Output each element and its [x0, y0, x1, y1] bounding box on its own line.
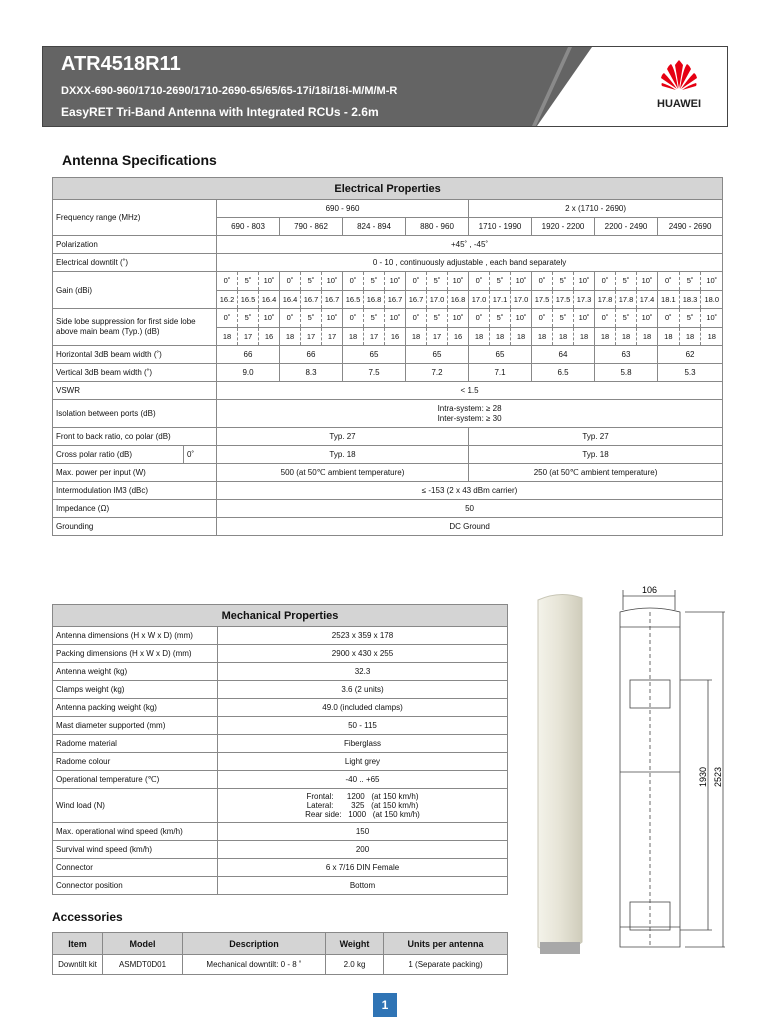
- hbw-label: Horizontal 3dB beam width (˚): [53, 346, 217, 364]
- pwr-low: 500 (at 50℃ ambient temperature): [217, 464, 469, 482]
- gain-value: 18.0: [704, 294, 720, 304]
- vbw-band-4: 7.2: [406, 364, 469, 382]
- gain-band-1: [217, 272, 280, 309]
- tilt-angle: 10˚: [515, 313, 527, 322]
- sls-value: 17: [364, 328, 385, 346]
- tilt-angle: 10˚: [641, 276, 653, 285]
- mech-row: [53, 823, 508, 841]
- hbw-band-7: 63: [595, 346, 658, 364]
- gain-value: 17.0: [513, 294, 529, 304]
- dim-width-label: 106: [642, 585, 658, 595]
- mech-label: Clamps weight (kg): [53, 681, 218, 699]
- sls-band-3: [343, 309, 406, 346]
- acc-header-4: Weight: [326, 933, 384, 955]
- sls-value: 17: [238, 328, 259, 346]
- fb-low: Typ. 27: [217, 428, 469, 446]
- tilt-angle: 10˚: [515, 276, 527, 285]
- gain-value: 17.3: [576, 294, 592, 304]
- sls-value: 18: [658, 328, 680, 346]
- dim-height-label: 2523: [713, 766, 723, 787]
- mech-value: 49.0 (included clamps): [218, 699, 508, 717]
- gain-value: 17.5: [532, 291, 553, 309]
- sls-value: 18: [553, 328, 574, 346]
- acc-cell-2: ASMDT0D01: [103, 955, 183, 975]
- sls-value: 18: [532, 328, 553, 346]
- mech-row: [53, 681, 508, 699]
- gain-value: 16.4: [280, 291, 301, 309]
- mech-value: -40 .. +65: [218, 771, 508, 789]
- hbw-band-6: 64: [532, 346, 595, 364]
- sls-band-8: [658, 309, 723, 346]
- tilt-angle: 5˚: [680, 309, 702, 327]
- tilt-angle: 10˚: [706, 313, 718, 322]
- tilt-angle: 0˚: [343, 309, 364, 327]
- mech-label: Connector position: [53, 877, 218, 895]
- tilt-angle: 5˚: [238, 272, 259, 290]
- gain-value: 17.1: [490, 291, 511, 309]
- tilt-angle: 5˚: [616, 272, 637, 290]
- sls-value: 18: [217, 328, 238, 346]
- mech-value: 3.6 (2 units): [218, 681, 508, 699]
- vbw-band-2: 8.3: [280, 364, 343, 382]
- dim-mount-label: 1930: [698, 766, 708, 787]
- band-1: 690 - 803: [217, 218, 280, 236]
- mech-label: Connector: [53, 859, 218, 877]
- tilt-angle: 10˚: [326, 313, 338, 322]
- tilt-angle: 10˚: [389, 313, 401, 322]
- mech-row: [53, 735, 508, 753]
- sls-value: 18: [642, 331, 652, 341]
- gain-value: 18.3: [680, 291, 702, 309]
- tilt-angle: 5˚: [490, 309, 511, 327]
- tilt-angle: 10˚: [326, 276, 338, 285]
- gain-value: 16.7: [301, 291, 322, 309]
- gain-band-5: [469, 272, 532, 309]
- mech-value: 2523 x 359 x 178: [218, 627, 508, 645]
- im-label: Intermodulation IM3 (dBc): [53, 482, 217, 500]
- sls-value: 16: [264, 331, 274, 341]
- imp-label: Impedance (Ω): [53, 500, 217, 518]
- mech-label: Antenna packing weight (kg): [53, 699, 218, 717]
- mech-row: [53, 645, 508, 663]
- im-value: ≤ -153 (2 x 43 dBm carrier): [217, 482, 723, 500]
- pwr-label: Max. power per input (W): [53, 464, 217, 482]
- mech-row: [53, 663, 508, 681]
- gain-value: 18.1: [658, 291, 680, 309]
- tilt-angle: 0˚: [658, 309, 680, 327]
- freq-group-low: 690 - 960: [217, 200, 469, 218]
- wind-label: Wind load (N): [53, 789, 218, 823]
- tilt-angle: 0˚: [217, 309, 238, 327]
- hbw-band-8: 62: [658, 346, 723, 364]
- band-6: 1920 - 2200: [532, 218, 595, 236]
- acc-cell-1: Downtilt kit: [53, 955, 103, 975]
- tilt-angle: 5˚: [427, 309, 448, 327]
- tilt-angle: 5˚: [490, 272, 511, 290]
- mech-row: [53, 841, 508, 859]
- freq-group-high: 2 x (1710 - 2690): [469, 200, 723, 218]
- accessories-title: Accessories: [52, 910, 123, 924]
- sls-band-1: [217, 309, 280, 346]
- gain-value: 16.8: [450, 294, 466, 304]
- iso-value: [217, 400, 723, 428]
- sls-value: 18: [406, 328, 427, 346]
- mech-value: 50 - 115: [218, 717, 508, 735]
- tilt-angle: 0˚: [280, 309, 301, 327]
- mech-value: 2900 x 430 x 255: [218, 645, 508, 663]
- acc-header-3: Description: [183, 933, 326, 955]
- sls-band-4: [406, 309, 469, 346]
- band-2: 790 - 862: [280, 218, 343, 236]
- sls-value: 17: [427, 328, 448, 346]
- tilt-angle: 5˚: [238, 309, 259, 327]
- hbw-band-3: 65: [343, 346, 406, 364]
- tilt-angle: 5˚: [616, 309, 637, 327]
- acc-cell-3: Mechanical downtilt: 0 - 8 ˚: [183, 955, 326, 975]
- acc-header-5: Units per antenna: [384, 933, 508, 955]
- hbw-band-2: 66: [280, 346, 343, 364]
- pol-label: Polarization: [53, 236, 217, 254]
- sls-value: 17: [301, 328, 322, 346]
- wind-lateral: Lateral: 325 (at 150 km/h): [306, 800, 419, 810]
- band-8: 2490 - 2690: [658, 218, 723, 236]
- xp-high: Typ. 18: [469, 446, 723, 464]
- header-banner: [42, 46, 728, 127]
- mech-label: Antenna weight (kg): [53, 663, 218, 681]
- band-7: 2200 - 2490: [595, 218, 658, 236]
- tilt-angle: 10˚: [578, 276, 590, 285]
- tilt-angle: 0˚: [343, 272, 364, 290]
- pwr-high: 250 (at 50℃ ambient temperature): [469, 464, 723, 482]
- mech-label: Max. operational wind speed (km/h): [53, 823, 218, 841]
- freq-label: Frequency range (MHz): [53, 200, 217, 236]
- sls-value: 18: [516, 331, 526, 341]
- sls-value: 18: [469, 328, 490, 346]
- electrical-properties-table: [52, 177, 723, 536]
- specs-title: Antenna Specifications: [62, 152, 217, 168]
- gain-value: 17.8: [595, 291, 616, 309]
- sls-value: 16: [453, 331, 463, 341]
- sls-value: 18: [343, 328, 364, 346]
- fb-label: Front to back ratio, co polar (dB): [53, 428, 217, 446]
- mech-row: [53, 877, 508, 895]
- sls-value: 18: [490, 328, 511, 346]
- gain-band-7: [595, 272, 658, 309]
- tilt-angle: 0˚: [595, 272, 616, 290]
- tilt-angle: 5˚: [364, 272, 385, 290]
- tilt-label: Electrical downtilt (˚): [53, 254, 217, 272]
- tilt-angle: 0˚: [469, 309, 490, 327]
- accessories-table: [52, 932, 508, 975]
- band-5: 1710 - 1990: [469, 218, 532, 236]
- tilt-angle: 5˚: [553, 309, 574, 327]
- gain-value: 17.4: [639, 294, 655, 304]
- tilt-angle: 5˚: [301, 272, 322, 290]
- mech-label: Mast diameter supported (mm): [53, 717, 218, 735]
- gain-band-4: [406, 272, 469, 309]
- page-number: 1: [373, 993, 397, 1017]
- gain-value: 16.5: [238, 291, 259, 309]
- product-subtitle: EasyRET Tri-Band Antenna with Integrated RCUs - 2.6m: [61, 105, 379, 119]
- band-4: 880 - 960: [406, 218, 469, 236]
- vbw-band-7: 5.8: [595, 364, 658, 382]
- sls-value: 18: [280, 328, 301, 346]
- vswr-value: < 1.5: [217, 382, 723, 400]
- gain-value: 16.2: [217, 291, 238, 309]
- mech-label: Packing dimensions (H x W x D) (mm): [53, 645, 218, 663]
- tilt-angle: 5˚: [364, 309, 385, 327]
- brand-name: HUAWEI: [657, 98, 701, 110]
- xp-low: Typ. 18: [217, 446, 469, 464]
- wind-frontal: Frontal: 1200 (at 150 km/h): [306, 791, 419, 801]
- vbw-label: Vertical 3dB beam width (˚): [53, 364, 217, 382]
- tilt-angle: 0˚: [217, 272, 238, 290]
- product-model: DXXX-690-960/1710-2690/1710-2690-65/65/65-17i/18i/18i-M/M/M-R: [61, 85, 398, 97]
- mech-value: Fiberglass: [218, 735, 508, 753]
- sls-value: 18: [579, 331, 589, 341]
- mech-label: Radome material: [53, 735, 218, 753]
- sls-band-7: [595, 309, 658, 346]
- tilt-angle: 0˚: [658, 272, 680, 290]
- tilt-angle: 10˚: [452, 313, 464, 322]
- wind-rear: Rear side: 1000 (at 150 km/h): [305, 810, 420, 820]
- sls-band-2: [280, 309, 343, 346]
- sls-value: 18: [616, 328, 637, 346]
- band-3: 824 - 894: [343, 218, 406, 236]
- vbw-band-1: 9.0: [217, 364, 280, 382]
- hbw-band-1: 66: [217, 346, 280, 364]
- mech-value: 32.3: [218, 663, 508, 681]
- xp-label: Cross polar ratio (dB): [53, 446, 184, 464]
- tilt-angle: 10˚: [389, 276, 401, 285]
- xp-angle: 0˚: [184, 446, 217, 464]
- gain-value: 17.0: [427, 291, 448, 309]
- gain-band-2: [280, 272, 343, 309]
- electrical-heading: Electrical Properties: [53, 178, 723, 200]
- tilt-angle: 5˚: [301, 309, 322, 327]
- antenna-drawing: [520, 582, 740, 972]
- gnd-label: Grounding: [53, 518, 217, 536]
- imp-value: 50: [217, 500, 723, 518]
- wind-values: [218, 789, 508, 823]
- mech-row: [53, 771, 508, 789]
- tilt-angle: 0˚: [532, 272, 553, 290]
- hbw-band-5: 65: [469, 346, 532, 364]
- huawei-logo: [647, 59, 711, 115]
- iso-intra: Intra-system: ≥ 28: [437, 403, 502, 413]
- tilt-angle: 5˚: [553, 272, 574, 290]
- sls-value: 18: [707, 331, 716, 341]
- mech-row: [53, 859, 508, 877]
- gain-band-8: [658, 272, 723, 309]
- gain-value: 17.5: [553, 291, 574, 309]
- tilt-value: 0 - 10 , continuously adjustable , each band separately: [217, 254, 723, 272]
- tilt-angle: 10˚: [263, 276, 275, 285]
- product-title: ATR4518R11: [61, 53, 181, 75]
- tilt-angle: 10˚: [578, 313, 590, 322]
- hbw-band-4: 65: [406, 346, 469, 364]
- vbw-band-5: 7.1: [469, 364, 532, 382]
- sls-label: Side lobe suppression for first side lobe above main beam (Typ.) (dB): [53, 309, 217, 346]
- fb-high: Typ. 27: [469, 428, 723, 446]
- gain-value: 16.7: [406, 291, 427, 309]
- acc-cell-5: 1 (Separate packing): [384, 955, 508, 975]
- gain-value: 16.4: [261, 294, 277, 304]
- iso-label: Isolation between ports (dB): [53, 400, 217, 428]
- sls-value: 18: [595, 328, 616, 346]
- sls-band-5: [469, 309, 532, 346]
- mech-row: [53, 753, 508, 771]
- sls-band-6: [532, 309, 595, 346]
- mech-value: 150: [218, 823, 508, 841]
- acc-header-2: Model: [103, 933, 183, 955]
- mech-label: Operational temperature (℃): [53, 771, 218, 789]
- tilt-angle: 10˚: [263, 313, 275, 322]
- vbw-band-3: 7.5: [343, 364, 406, 382]
- acc-header-1: Item: [53, 933, 103, 955]
- gain-value: 16.7: [387, 294, 403, 304]
- iso-inter: Inter-system: ≥ 30: [437, 413, 502, 423]
- tilt-angle: 0˚: [469, 272, 490, 290]
- acc-cell-4: 2.0 kg: [326, 955, 384, 975]
- mechanical-heading: Mechanical Properties: [53, 605, 508, 627]
- mech-value: 200: [218, 841, 508, 859]
- mech-label: Radome colour: [53, 753, 218, 771]
- mech-row: [53, 717, 508, 735]
- gain-value: 16.8: [364, 291, 385, 309]
- vbw-band-8: 5.3: [658, 364, 723, 382]
- sls-value: 17: [327, 331, 337, 341]
- tilt-angle: 0˚: [406, 272, 427, 290]
- gain-band-3: [343, 272, 406, 309]
- vbw-band-6: 6.5: [532, 364, 595, 382]
- tilt-angle: 0˚: [532, 309, 553, 327]
- sls-value: 18: [680, 328, 702, 346]
- antenna-photo: [538, 594, 582, 954]
- sls-value: 16: [390, 331, 400, 341]
- gain-band-6: [532, 272, 595, 309]
- gnd-value: DC Ground: [217, 518, 723, 536]
- mech-row: [53, 627, 508, 645]
- mechanical-properties-table: [52, 604, 508, 895]
- mech-value: 6 x 7/16 DIN Female: [218, 859, 508, 877]
- tilt-angle: 5˚: [680, 272, 702, 290]
- mech-label: Survival wind speed (km/h): [53, 841, 218, 859]
- tilt-angle: 10˚: [641, 313, 653, 322]
- antenna-outline: [620, 590, 725, 947]
- gain-value: 17.8: [616, 291, 637, 309]
- gain-label: Gain (dBi): [53, 272, 217, 309]
- tilt-angle: 0˚: [595, 309, 616, 327]
- tilt-angle: 5˚: [427, 272, 448, 290]
- vswr-label: VSWR: [53, 382, 217, 400]
- mech-value: Bottom: [218, 877, 508, 895]
- pol-value: +45˚ , -45˚: [217, 236, 723, 254]
- mech-row: [53, 699, 508, 717]
- gain-value: 16.5: [343, 291, 364, 309]
- huawei-petals-icon: [659, 59, 699, 91]
- tilt-angle: 10˚: [452, 276, 464, 285]
- tilt-angle: 0˚: [280, 272, 301, 290]
- tilt-angle: 0˚: [406, 309, 427, 327]
- tilt-angle: 10˚: [706, 276, 718, 285]
- gain-value: 16.7: [324, 294, 340, 304]
- mech-value: Light grey: [218, 753, 508, 771]
- gain-value: 17.0: [469, 291, 490, 309]
- mech-label: Antenna dimensions (H x W x D) (mm): [53, 627, 218, 645]
